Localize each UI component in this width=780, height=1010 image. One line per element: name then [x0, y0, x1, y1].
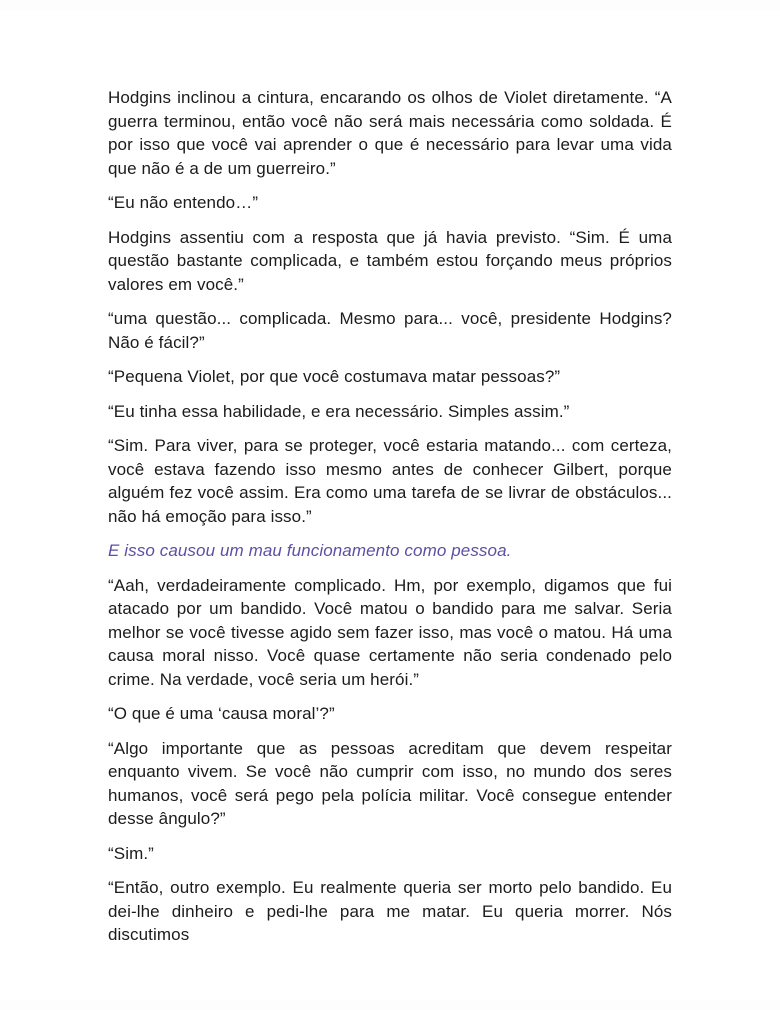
- paragraph-moral-answer: “Algo importante que as pessoas acreditam que devem respeitar enquanto vivem. Se você não cumprir com isso, no mundo dos seres humanos, você será pego pela polícia militar. Você consegue entender desse ângulo?”: [108, 738, 672, 828]
- paragraph-moral-question: “O que é uma ‘causa moral’?”: [108, 704, 335, 723]
- paragraph-bandit-example: “Aah, verdadeiramente complicado. Hm, por exemplo, digamos que fui atacado por um bandido. Você matou o bandido para me salvar. Seria melhor se você tivesse agido sem fazer isso, mas você o matou. Há uma causa moral nisso. Você quase certamente não seria condenado pelo crime. Na verdade, você seria um herói.”: [108, 575, 672, 689]
- paragraph-violet-question: “uma questão... complicada. Mesmo para... você, presidente Hodgins? Não é fácil?”: [108, 309, 672, 352]
- paragraph-violet-answer: “Eu tinha essa habilidade, e era necessário. Simples assim.”: [108, 401, 570, 421]
- emphasis-line: E isso causou um mau funcionamento como pessoa.: [108, 541, 512, 560]
- paragraph-violet-reply: “Eu não entendo…”: [108, 193, 259, 212]
- paragraph-hodgins-explains: “Sim. Para viver, para se proteger, você estaria matando... com certeza, você estava fazendo isso mesmo antes de conhecer Gilbert, porque alguém fez você assim. Era como uma tarefa de se livrar de obstáculos... não há emoção para isso.”: [108, 436, 672, 526]
- paragraph-hodgins-question: “Pequena Violet, por que você costumava matar pessoas?”: [108, 367, 561, 386]
- document-page: [0, 10, 780, 1000]
- paragraph-sim: “Sim.”: [108, 843, 154, 863]
- text-block: [108, 86, 672, 958]
- paragraph-second-example: “Então, outro exemplo. Eu realmente queria ser morto pelo bandido. Eu dei-lhe dinheiro e pedi-lhe para me matar. Eu queria morrer. Nós discutimos: [108, 878, 672, 944]
- paragraph-hodgins-nod: Hodgins assentiu com a resposta que já havia previsto. “Sim. É uma questão bastante complicada, e também estou forçando meus próprios valores em você.”: [108, 227, 672, 294]
- paragraph-hodgins-lecture: Hodgins inclinou a cintura, encarando os olhos de Violet diretamente. “A guerra terminou, então você não será mais necessária como soldada. É por isso que você vai aprender o que é necessário para levar uma vida que não é a de um guerreiro.”: [108, 88, 672, 178]
